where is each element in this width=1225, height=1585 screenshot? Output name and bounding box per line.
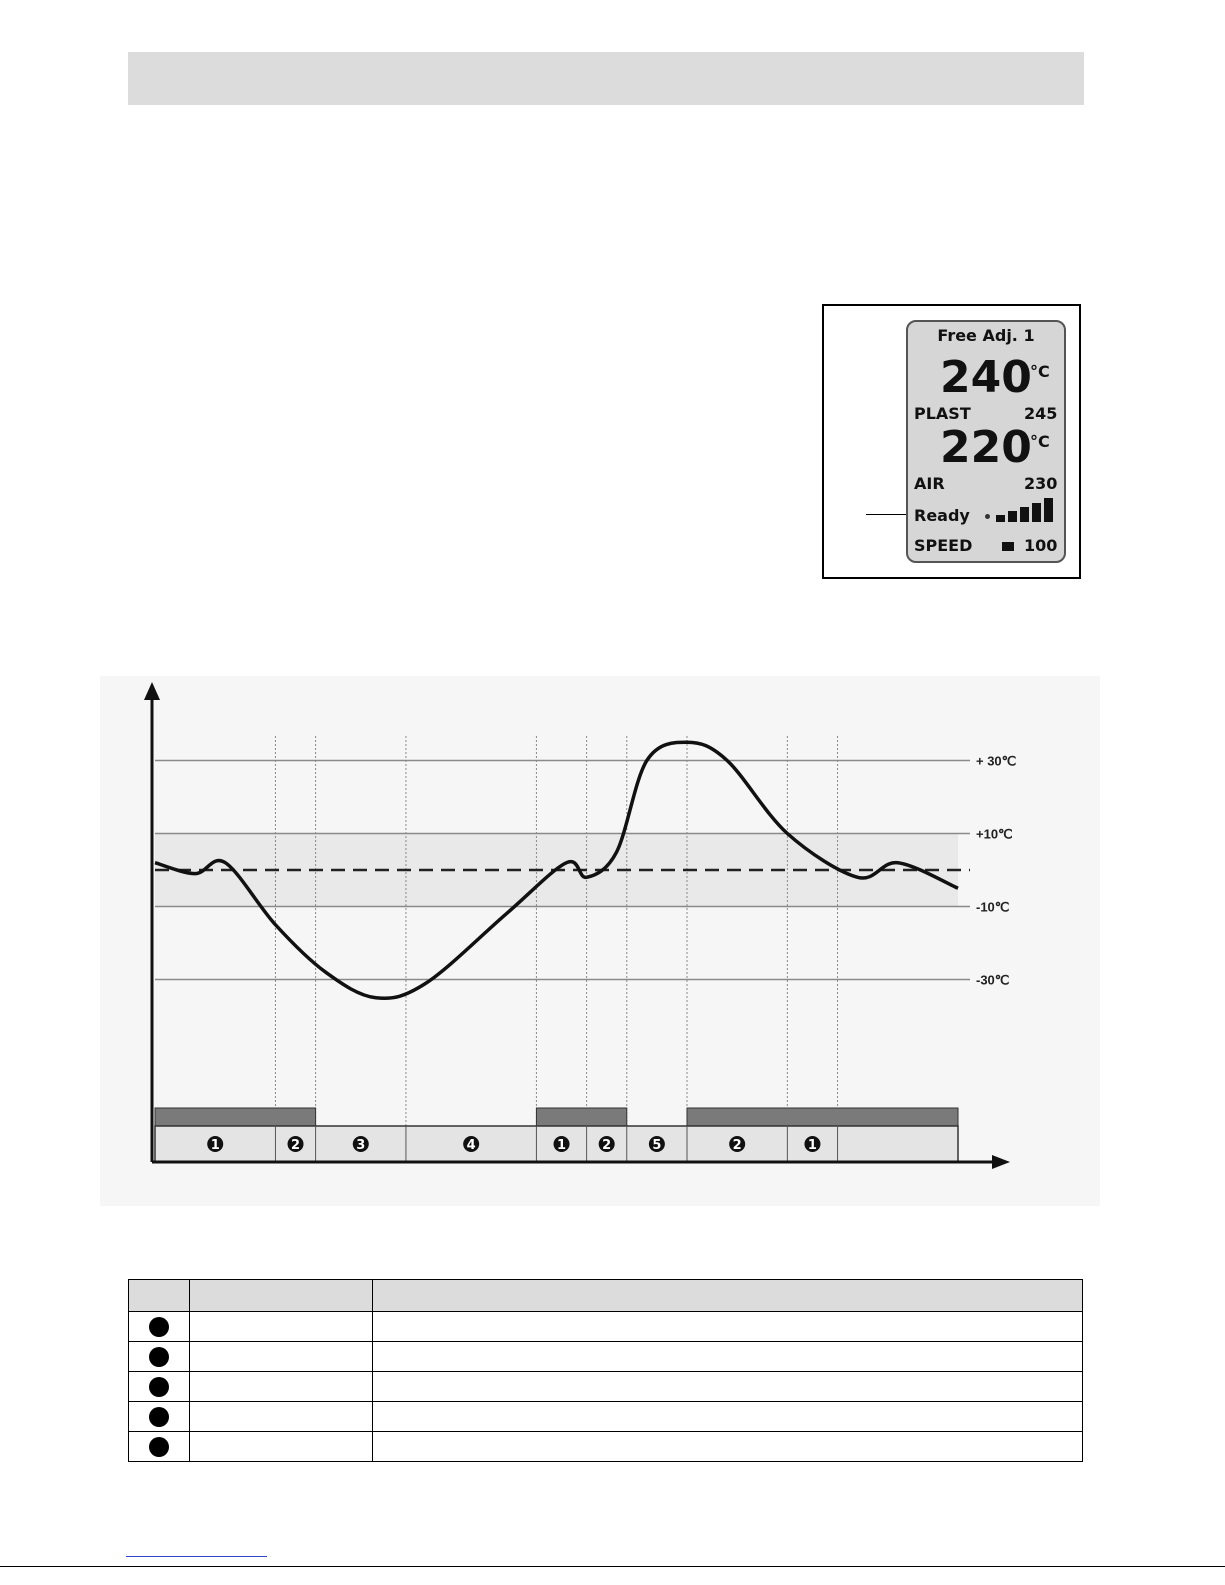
phase-dot-icon — [149, 1347, 169, 1367]
phase-number: 1 — [210, 1138, 220, 1153]
temperature-chart — [100, 676, 1100, 1206]
phase-number: 2 — [602, 1138, 612, 1153]
phase-number: 1 — [807, 1138, 817, 1153]
signal-bars-icon — [996, 498, 1058, 522]
plast-label: PLAST — [914, 404, 971, 423]
status-dot-icon — [985, 514, 990, 519]
temperature-chart-svg — [100, 676, 1100, 1206]
reference-line-label: + 30℃ — [976, 753, 1017, 769]
legend-row — [129, 1402, 1083, 1432]
footer-rule — [0, 1566, 1225, 1567]
phase-number: 5 — [652, 1138, 662, 1153]
phase-number: 1 — [556, 1138, 567, 1153]
speed-label: SPEED — [914, 536, 973, 555]
mode-label: Free Adj. 1 — [937, 326, 1035, 345]
phase-number: 4 — [466, 1138, 476, 1153]
phase-number: 2 — [291, 1138, 301, 1153]
lcd-display — [906, 320, 1066, 563]
status-bar-segment — [155, 1108, 316, 1126]
reference-line-label: -30℃ — [976, 972, 1010, 988]
status-bar-segment — [536, 1108, 626, 1126]
header-bar — [128, 52, 1084, 105]
phase-dot-icon — [149, 1377, 169, 1397]
legend-row — [129, 1342, 1083, 1372]
speed-square-icon — [1002, 542, 1014, 551]
legend-row — [129, 1372, 1083, 1402]
phase-dot-icon — [149, 1317, 169, 1337]
legend-header-row — [129, 1280, 1083, 1312]
air-setpoint: 230 — [1024, 474, 1058, 493]
status-bar-segment — [687, 1108, 958, 1126]
phase-dot-icon — [149, 1407, 169, 1427]
plast-setpoint: 245 — [1024, 404, 1058, 423]
footer-link-underline[interactable] — [126, 1556, 267, 1557]
reference-line-label: -10℃ — [976, 899, 1010, 915]
legend-row — [129, 1432, 1083, 1462]
phase-dot-icon — [149, 1437, 169, 1457]
plast-unit: °C — [1030, 362, 1050, 381]
plast-temperature: 240 — [940, 352, 1032, 403]
status-text: Ready — [914, 506, 970, 525]
air-label: AIR — [914, 474, 945, 493]
speed-value: 100 — [1024, 536, 1058, 555]
air-unit: °C — [1030, 432, 1050, 451]
air-temperature: 220 — [940, 422, 1032, 473]
phase-number: 3 — [356, 1138, 366, 1153]
phase-number: 2 — [732, 1138, 742, 1153]
reference-line-label: +10℃ — [976, 826, 1013, 842]
legend-row — [129, 1312, 1083, 1342]
legend-table — [128, 1279, 1083, 1462]
